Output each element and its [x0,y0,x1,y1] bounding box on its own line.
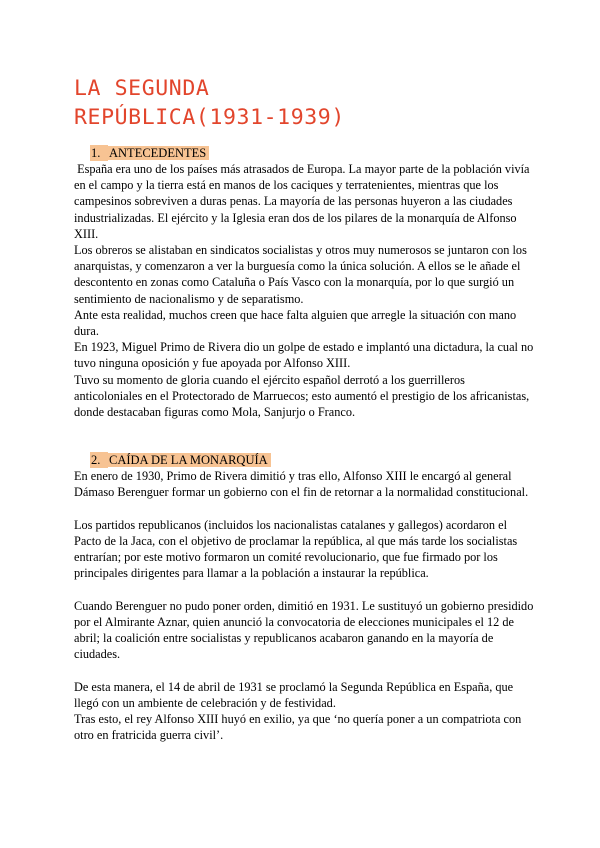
section-2-number: 2. [90,452,108,468]
section-1-title: ANTECEDENTES [108,146,209,160]
section-2-paragraph-3: Cuando Berenguer no pudo poner orden, dimitió en 1931. Le sustituyó un gobierno presidido por el Almirante Aznar, quien anunció la convocatoria de elecciones municipales el 12 de abril; la coalición entre socialistas y republicanos acabaron ganando en la mayoría de ciudades. [74,598,534,662]
section-1-paragraph-5: Tuvo su momento de gloria cuando el ejército español derrotó a los guerrilleros anticoloniales en el Protectorado de Marruecos; esto aumentó el prestigio de los africanistas, donde destacaban figuras como Mola, Sanjurjo o Franco. [74,372,530,420]
section-2-heading [90,452,271,468]
section-1-number: 1. [90,145,108,161]
section-2-title: CAÍDA DE LA MONARQUÍA [108,453,271,467]
section-2-paragraph-1: En enero de 1930, Primo de Rivera dimitió y tras ello, Alfonso XIII le encargó al general Dámaso Berenguer formar un gobierno con el fin de retornar a la normalidad constitucional. [74,469,529,500]
section-2-body [74,468,534,743]
section-2-paragraph-4: De esta manera, el 14 de abril de 1931 se proclamó la Segunda República en España, que llegó con un ambiente de celebración y de festividad. [74,679,514,710]
section-2-paragraph-5: Tras esto, el rey Alfonso XIII huyó en exilio, ya que ‘no quería poner a un compatriota con otro en fratricida guerra civil’. [74,712,522,743]
section-1-paragraph-1: España era uno de los países más atrasados de Europa. La mayor parte de la población vivía en el campo y la tierra está en manos de los caciques y terratenientes, mientras que los campesinos sobreviven a duras penas. La mayoría de las personas huyeron a las ciudades industrializadas. El ejército y la Iglesia eran dos de los pilares de la monarquía de Alfonso XIII. [74,162,533,241]
section-1-paragraph-3: Ante esta realidad, muchos creen que hace falta alguien que arregle la situación con mano dura. [74,307,517,339]
section-1-body [74,161,534,420]
document-title-line-1: LA SEGUNDA [74,76,210,101]
section-1-paragraph-4: En 1923, Miguel Primo de Rivera dio un golpe de estado e implantó una dictadura, la cual no tuvo ninguna oposición y fue apoyada por Alfonso XIII. [74,340,534,371]
section-1-paragraph-2: Los obreros se alistaban en sindicatos socialistas y otros muy numerosos se juntaron con los anarquistas, y comenzaron a ver la burguesía como la única solución. A ellos se le añade el descontento en zonas como Cataluña o País Vasco con la monarquía, por lo que surgió un sentimiento de nacionalismo y de separatismo. [74,243,527,306]
document-title [74,74,554,132]
document-title-line-2: REPÚBLICA(1931-1939) [74,105,345,130]
section-2-paragraph-2: Los partidos republicanos (incluidos los nacionalistas catalanes y gallegos) acordaron el Pacto de la Jaca, con el objetivo de proclamar la república, al que más tarde los socialistas entrarían; por este motivo formaron un comité revolucionario, que fue firmado por los principales dirigentes para llamar a la población a instaurar la república. [74,517,518,581]
section-1-heading [90,145,209,161]
